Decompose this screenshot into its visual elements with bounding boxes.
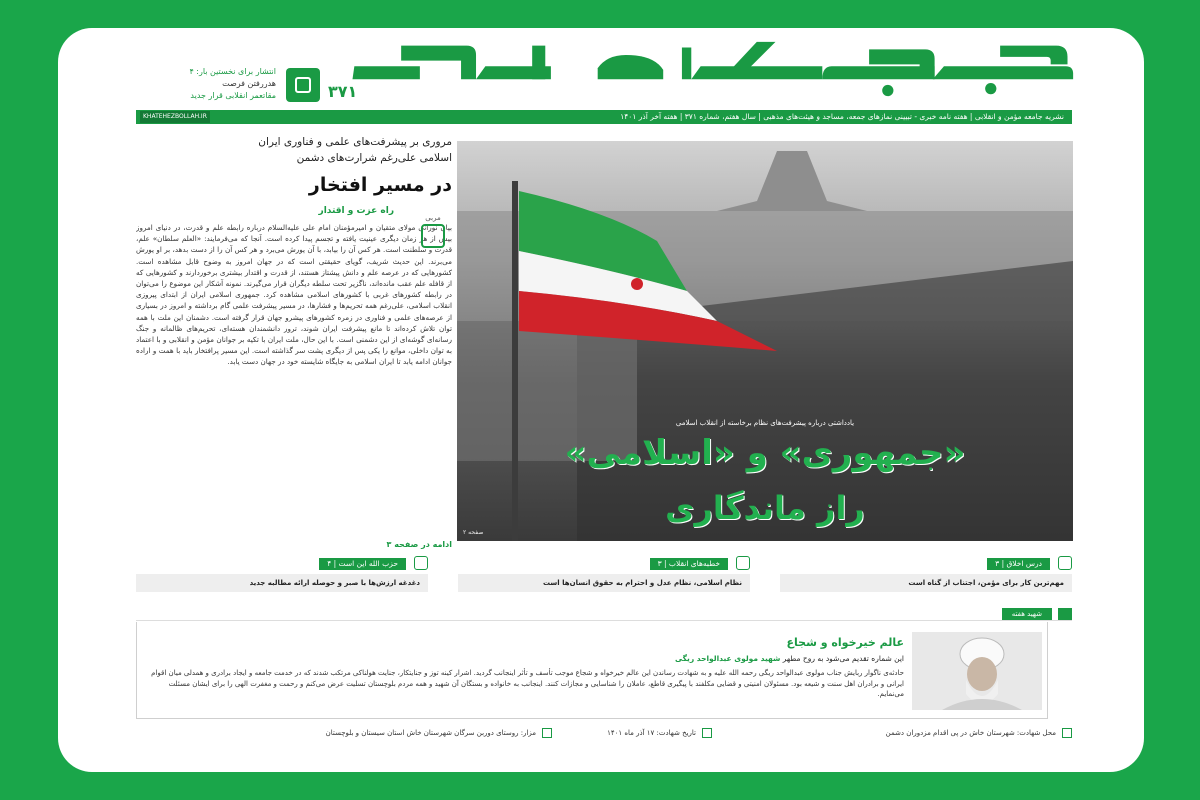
book-icon bbox=[421, 224, 445, 248]
calendar-icon bbox=[702, 728, 712, 738]
teaser-3[interactable] bbox=[136, 556, 428, 594]
article-icon-label: مربی bbox=[425, 214, 441, 222]
promo-line2: هدررفتن فرصت bbox=[222, 79, 276, 88]
main-article bbox=[136, 134, 452, 549]
cover-photo bbox=[457, 141, 1073, 541]
teaser-text: دغدغه ارزش‌ها با صبر و حوصله ارائه مطالبه جدید bbox=[136, 574, 428, 592]
martyr-body: حادثه‌ی ناگوار ربایش جناب مولوی عبدالواحد ریگی رحمه الله علیه و به شهادت رساندن این عالم خیرخواه و شجاع موجب تأسف و تأثر اینجانب گردید. اشرار کینه توز و جنایتکار، جنایت هولناکی مرتکب شدند که در خدمت جامعه و ایجاد برادری و همدلی میان اقوام ایرانی و برادران اهل سنت و شیعه بود. مسئولان امنیتی و قضایی مکلفند با پیگیری قاطع، عاملان را شناسایی و مجازات کنند. اینجانب به خانواده و بستگان آن شهید و همه مردم بلوچستان تسلیت عرض می‌کنم و رحمت و مغفرت الهی را برای ایشان مسئلت می‌نمایم. bbox=[151, 669, 904, 698]
martyr-section-bar bbox=[136, 608, 1072, 621]
martyr-intro-line bbox=[150, 654, 904, 663]
cover-photo-illustration bbox=[457, 141, 1073, 541]
teaser-1[interactable] bbox=[780, 556, 1072, 594]
promo-line1: انتشار برای نخستین بار: ۴ bbox=[189, 67, 276, 76]
martyr-place: محل شهادت: شهرستان خاش در پی اقدام مزدوران دشمن bbox=[885, 729, 1056, 737]
issue-number: ۳۷۱ bbox=[328, 82, 358, 101]
martyr-name: شهید مولوی عبدالواحد ریگی bbox=[675, 654, 781, 663]
teaser-icon bbox=[414, 556, 428, 570]
article-headline: در مسیر افتخار bbox=[308, 174, 452, 196]
promo-line3: مقاتعمر انقلابی قرار جدید bbox=[190, 91, 276, 100]
teaser-tag: درس اخلاق | ۳ bbox=[987, 558, 1050, 570]
book-icon bbox=[1058, 608, 1072, 620]
cover-caption: یادداشتی درباره پیشرفت‌های نظام برخاسته از انقلاب اسلامی bbox=[675, 419, 855, 427]
teaser-text: نظام اسلامی، نظام عدل و احترام به حقوق انسان‌ها است bbox=[458, 574, 750, 592]
portrait-illustration bbox=[912, 632, 1042, 710]
article-kicker-2: اسلامی علی‌رغم شرارت‌های دشمن bbox=[296, 152, 452, 164]
teaser-2[interactable] bbox=[458, 556, 750, 594]
qr-code-icon bbox=[286, 68, 320, 102]
promo-box bbox=[136, 66, 276, 102]
martyr-footer bbox=[136, 726, 1072, 740]
martyr-portrait bbox=[912, 632, 1042, 710]
article-kicker-1: مروری بر پیشرفت‌های علمی و فناوری ایران bbox=[258, 136, 452, 148]
website-label: KHATEHEZBOLLAH.IR bbox=[140, 111, 210, 123]
cover-page-ref: صفحه ۲ bbox=[463, 529, 484, 536]
martyr-intro: این شماره تقدیم می‌شود به روح مطهر bbox=[782, 654, 904, 663]
teaser-tag: حزب الله این است | ۴ bbox=[319, 558, 406, 570]
martyr-date: تاریخ شهادت: ۱۷ آذر ماه ۱۴۰۱ bbox=[607, 729, 696, 737]
masthead-logo bbox=[345, 36, 1075, 102]
article-subhead: راه عزت و اقتدار bbox=[318, 206, 394, 216]
cover-title-1: «جمهوری» و «اسلامی» bbox=[564, 433, 966, 473]
teaser-tag: خطبه‌های انقلاب | ۳ bbox=[650, 558, 728, 570]
location-icon bbox=[1062, 728, 1072, 738]
martyr-section-tag: شهید هفته bbox=[1002, 608, 1052, 620]
teaser-icon bbox=[736, 556, 750, 570]
continued-link[interactable]: ادامه در صفحه ۳ bbox=[386, 540, 452, 549]
cover-title-2: راز ماندگاری bbox=[665, 489, 865, 527]
article-body: بیان نورانی مولای متقیان و امیرمؤمنان امام علی علیه‌السلام درباره رابطه علم و قدرت، در دنیای امروز بیش از هر زمان دیگری عینیت یافته و تجسم پیدا کرده است. آنجا که می‌فرمایند: «العلم سلطان» علم، قدرت و سلطنت است. هر کس آن را بیابد، با آن یورش می‌برد و هر کس آن را از دست بدهد، بر او یورش می‌برند. این حدیث شریف، گویای حقیقتی است که در جهان امروز به وضوح قابل مشاهده است. کشورهایی که در عرصه علم و دانش پیشتاز هستند، از قدرت و اقتدار بیشتری برخوردارند و کشورهایی که از قافله علم عقب مانده‌اند، ناگزیر تحت سلطه دیگران قرار می‌گیرند. نمونه آشکار این موضوع را می‌توان در رابطه کشورهای غربی با کشورهای اسلامی مشاهده کرد. جمهوری اسلامی ایران از ابتدای پیروزی انقلاب اسلامی، علی‌رغم همه تحریم‌ها و فشارها، در مسیر پیشرفت علمی گام برداشته و امروز در بسیاری از عرصه‌های علمی و فناوری در زمره کشورهای پیشرو جهان قرار گرفته است. دشمنان این ملت با همه توان تلاش کرده‌اند تا مانع پیشرفت ایران شوند، ترور دانشمندان هسته‌ای، تحریم‌های ظالمانه و جنگ رسانه‌ای گوشه‌ای از این دشمنی است. با این حال، ملت ایران با تکیه بر جوانان مؤمن و انقلابی و با اعتماد به توان داخلی، موانع را یکی پس از دیگری پشت سر گذاشته است. این مسیر پرافتخار باید با همت و اراده جوانان ادامه یابد تا ایران اسلامی به جایگاه شایسته خود در جهان دست یابد. bbox=[136, 223, 452, 367]
article-icon-block bbox=[414, 214, 452, 250]
info-bar: نشریه جامعه مؤمن و انقلابی | هفته نامه خبری - تبیینی نمازهای جمعه، مساجد و هیئت‌های مذهبی | سال هفتم، شماره ۳۷۱ | هفته آخر آذر ۱۴۰۱ bbox=[136, 110, 1072, 124]
grave-icon bbox=[542, 728, 552, 738]
martyr-burial: مزار: روستای دوربن سرگان شهرستان خاش استان سیستان و بلوچستان bbox=[325, 729, 536, 737]
teaser-icon bbox=[1058, 556, 1072, 570]
teaser-text: مهم‌ترین کار برای مؤمن، اجتناب از گناه است bbox=[780, 574, 1072, 592]
martyr-title: عالم خیرخواه و شجاع bbox=[786, 636, 904, 649]
